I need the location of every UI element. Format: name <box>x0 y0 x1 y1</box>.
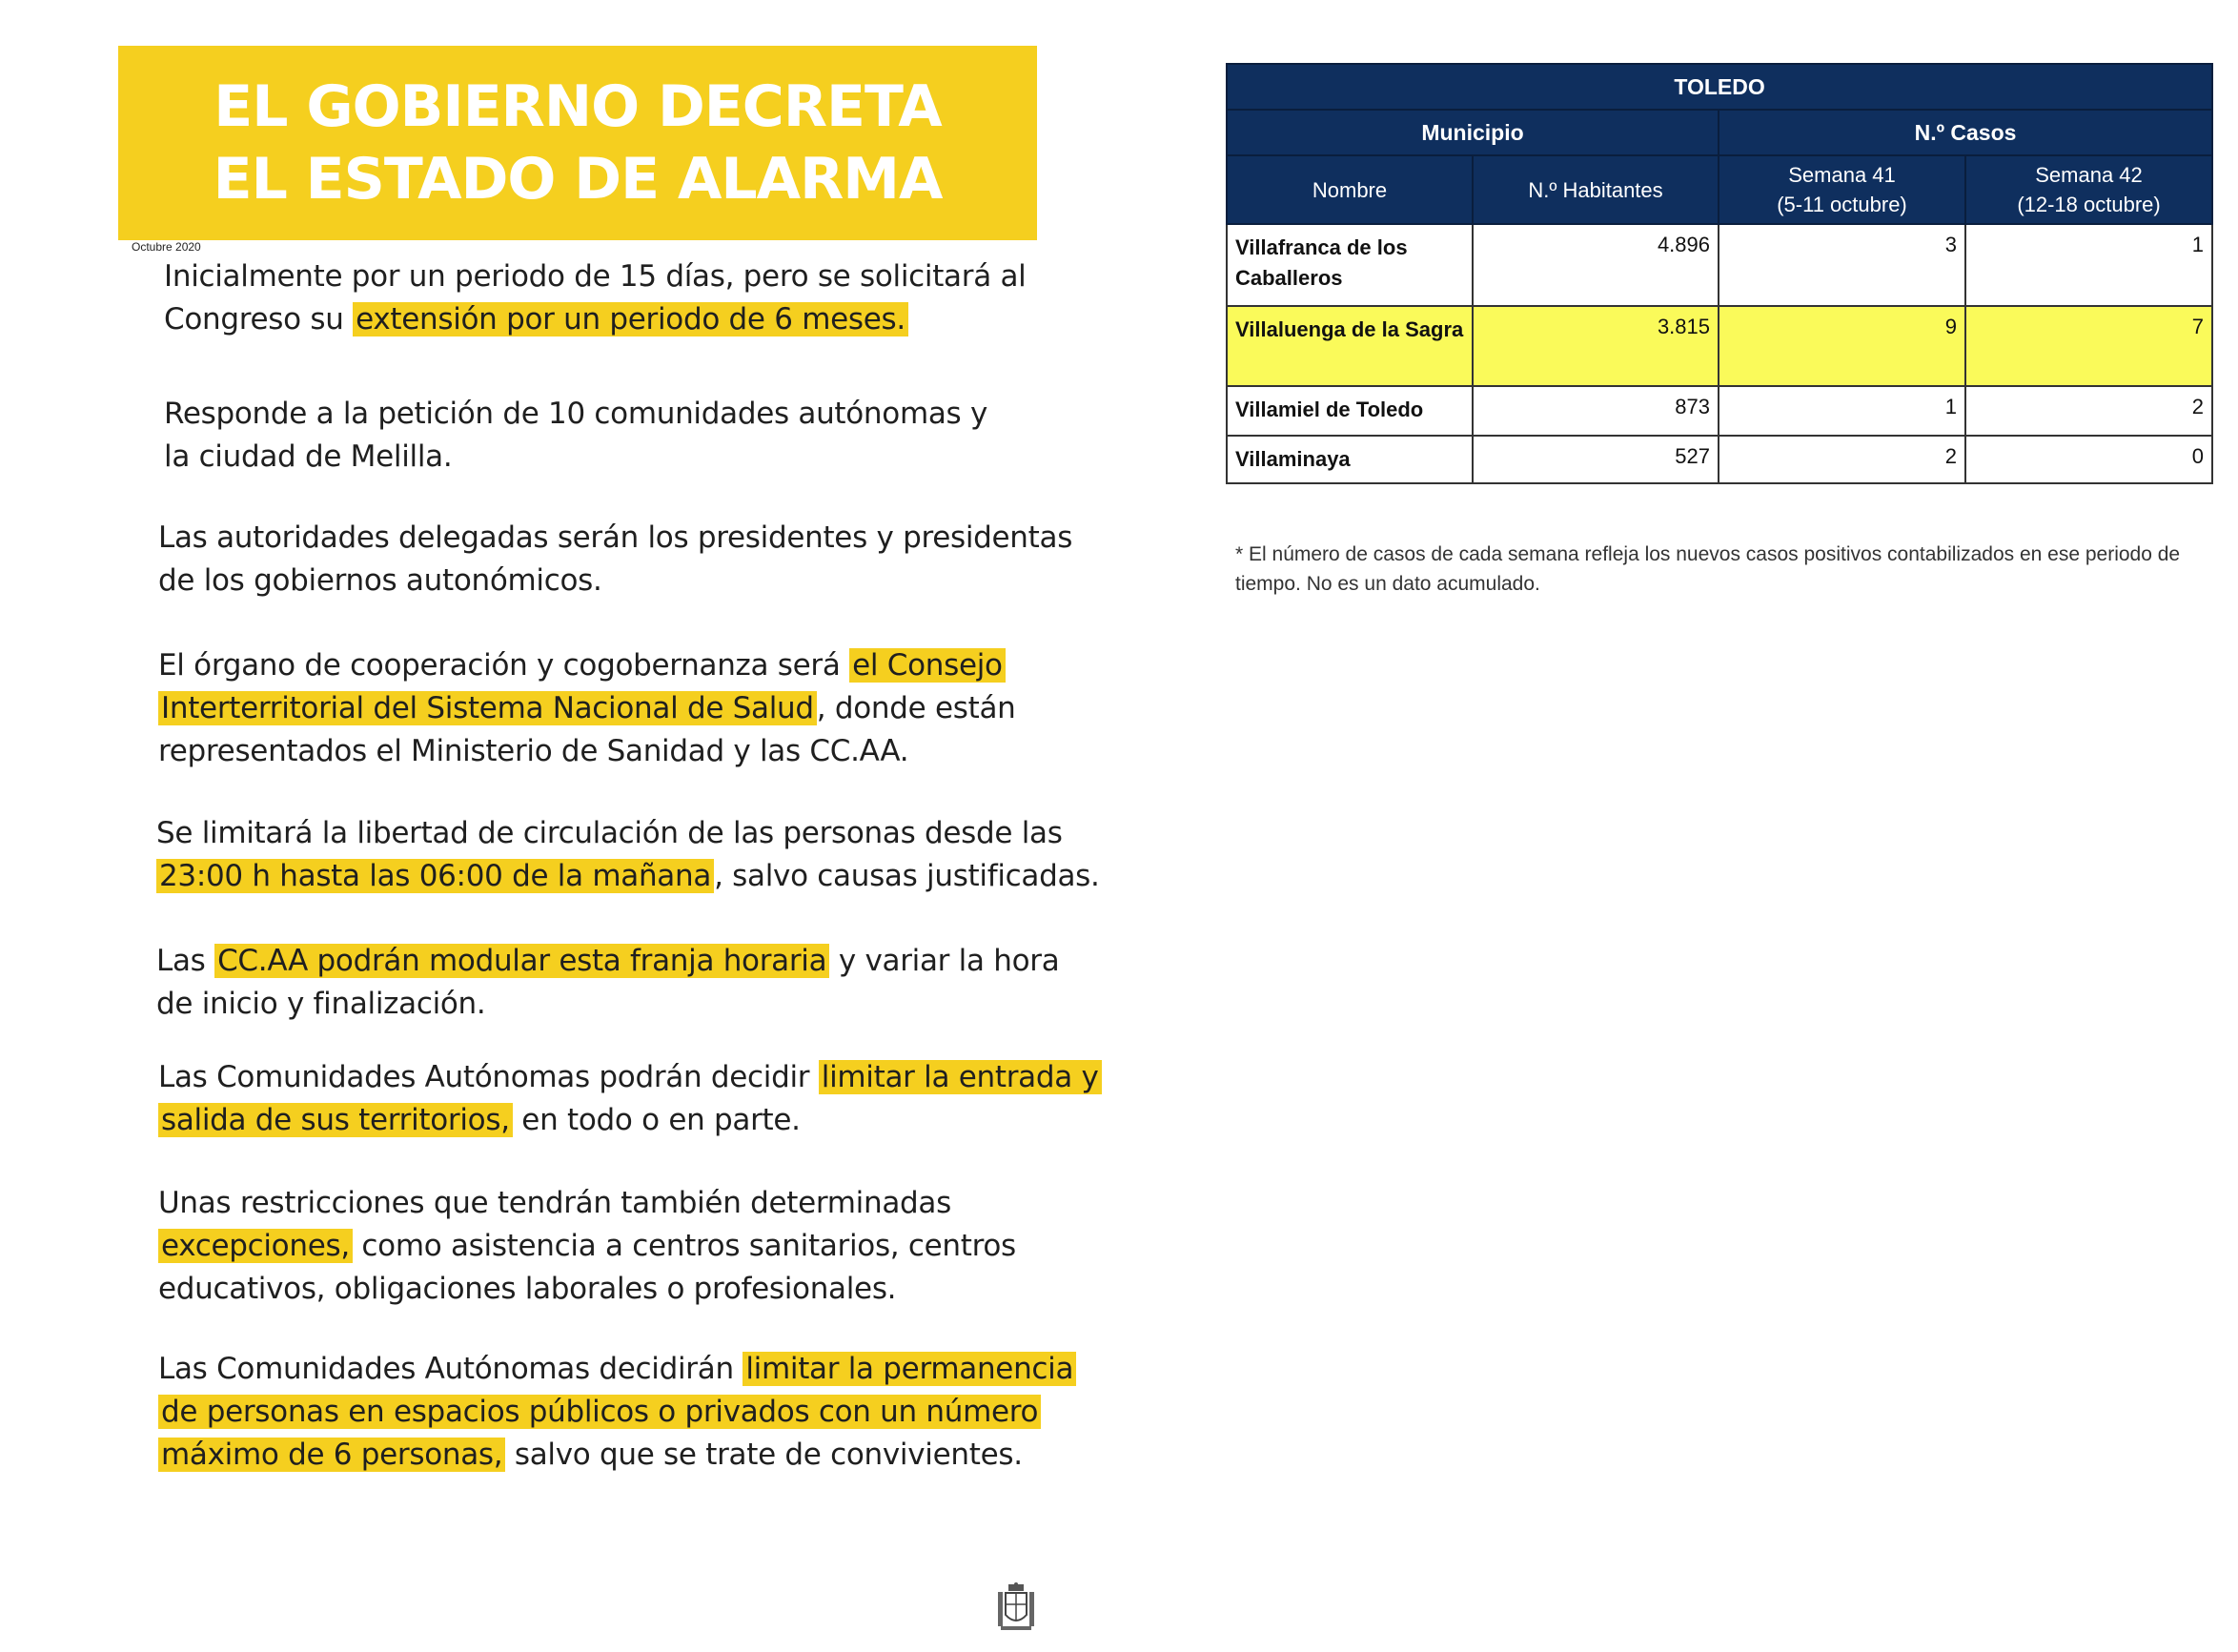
document-date: Octubre 2020 <box>132 240 201 254</box>
paragraph-line <box>158 560 1072 602</box>
paragraph-line <box>156 855 1100 898</box>
highlighted-text: limitar la entrada y <box>819 1060 1102 1094</box>
cell-habitantes: 873 <box>1473 386 1719 436</box>
cell-semana-41: 9 <box>1719 306 1965 386</box>
text-segment: Responde a la petición de 10 comunidades autónomas y <box>164 397 987 431</box>
cell-habitantes: 527 <box>1473 436 1719 483</box>
cell-semana-41: 2 <box>1719 436 1965 483</box>
table-row <box>1227 436 2212 483</box>
paragraph-line <box>164 255 1026 298</box>
paragraph-line <box>158 1434 1076 1477</box>
cell-habitantes: 3.815 <box>1473 306 1719 386</box>
group-header-municipio: Municipio <box>1227 110 1719 155</box>
paragraph-line <box>158 687 1016 730</box>
banner-title-line1: EL GOBIERNO DECRETA <box>214 73 942 140</box>
paragraph-4 <box>158 644 1016 773</box>
text-segment: El órgano de cooperación y cogobernanza será <box>158 648 850 683</box>
highlighted-text: máximo de 6 personas, <box>158 1438 505 1472</box>
cell-nombre: Villaminaya <box>1227 436 1473 483</box>
paragraph-2 <box>164 393 987 479</box>
paragraph-line <box>158 730 1016 773</box>
highlighted-text: CC.AA podrán modular esta franja horaria <box>214 944 829 978</box>
table-title: TOLEDO <box>1227 64 2212 110</box>
paragraph-line <box>158 517 1072 560</box>
text-segment: Las <box>156 944 215 978</box>
table-row <box>1227 224 2212 306</box>
text-segment: Se limitará la libertad de circulación de las personas desde las <box>156 816 1063 850</box>
text-segment: de inicio y finalización. <box>156 987 486 1021</box>
text-segment: como asistencia a centros sanitarios, centros <box>352 1229 1016 1263</box>
text-segment: Congreso su <box>164 302 354 337</box>
table-row <box>1227 306 2212 386</box>
spain-coat-of-arms-icon <box>995 1582 1037 1632</box>
paragraph-3 <box>158 517 1072 602</box>
toledo-table-panel <box>1226 63 2213 471</box>
paragraph-7 <box>158 1056 1102 1142</box>
column-header-nombre: Nombre <box>1227 155 1473 224</box>
group-header-casos: N.º Casos <box>1719 110 2212 155</box>
cell-semana-41: 3 <box>1719 224 1965 306</box>
column-header-semana-42: Semana 42 (12-18 octubre) <box>1965 155 2212 224</box>
text-segment: la ciudad de Melilla. <box>164 439 453 474</box>
text-segment: Las Comunidades Autónomas podrán decidir <box>158 1060 819 1094</box>
paragraph-9 <box>158 1348 1076 1477</box>
highlighted-text: el Consejo <box>849 648 1006 683</box>
text-segment: salvo que se trate de convivientes. <box>505 1438 1023 1472</box>
text-segment: en todo o en parte. <box>512 1103 801 1137</box>
text-segment: Las autoridades delegadas serán los presidentes y presidentas <box>158 520 1073 555</box>
highlighted-text: Interterritorial del Sistema Nacional de Salud <box>158 691 817 725</box>
paragraph-line <box>158 1348 1076 1391</box>
text-segment: de los gobiernos autonómicos. <box>158 563 602 598</box>
cell-nombre: Villaluenga de la Sagra <box>1227 306 1473 386</box>
paragraph-line <box>156 940 1059 983</box>
table-row <box>1227 386 2212 436</box>
banner-title-line2: EL ESTADO DE ALARMA <box>213 146 943 213</box>
cell-habitantes: 4.896 <box>1473 224 1719 306</box>
paragraph-line <box>164 393 987 436</box>
paragraph-line <box>158 1182 1016 1225</box>
paragraph-line <box>164 298 1026 341</box>
cell-semana-42: 0 <box>1965 436 2212 483</box>
highlighted-text: salida de sus territorios, <box>158 1103 513 1137</box>
toledo-cases-table <box>1226 63 2213 484</box>
column-header-habitantes: N.º Habitantes <box>1473 155 1719 224</box>
paragraph-1 <box>164 255 1026 341</box>
text-segment: Unas restricciones que tendrán también determinadas <box>158 1186 951 1220</box>
paragraph-line <box>164 436 987 479</box>
cell-nombre: Villafranca de los Caballeros <box>1227 224 1473 306</box>
paragraph-line <box>156 983 1059 1026</box>
paragraph-line <box>158 1099 1102 1142</box>
paragraph-line <box>156 812 1100 855</box>
table-footnote: * El número de casos de cada semana refleja los nuevos casos positivos contabilizados en ese periodo de tiempo. No es un dato acumulado. <box>1235 543 2181 595</box>
paragraph-line <box>158 1391 1076 1434</box>
text-segment: , salvo causas justificadas. <box>714 859 1100 893</box>
highlighted-text: excepciones, <box>158 1229 353 1263</box>
text-segment: , donde están <box>816 691 1016 725</box>
paragraph-line <box>158 1225 1016 1268</box>
cell-semana-42: 7 <box>1965 306 2212 386</box>
cell-semana-42: 1 <box>1965 224 2212 306</box>
paragraph-line <box>158 1056 1102 1099</box>
paragraph-6 <box>156 940 1059 1026</box>
cell-semana-41: 1 <box>1719 386 1965 436</box>
cell-semana-42: 2 <box>1965 386 2212 436</box>
paragraph-8 <box>158 1182 1016 1311</box>
text-segment: Las Comunidades Autónomas decidirán <box>158 1352 743 1386</box>
text-segment: y variar la hora <box>829 944 1060 978</box>
text-segment: Inicialmente por un periodo de 15 días, pero se solicitará al <box>164 259 1027 294</box>
text-segment: educativos, obligaciones laborales o profesionales. <box>158 1272 897 1306</box>
cell-nombre: Villamiel de Toledo <box>1227 386 1473 436</box>
paragraph-line <box>158 1268 1016 1311</box>
title-banner <box>118 46 1037 240</box>
paragraph-5 <box>156 812 1100 898</box>
paragraph-line <box>158 644 1016 687</box>
column-header-semana-41: Semana 41 (5-11 octubre) <box>1719 155 1965 224</box>
text-segment: representados el Ministerio de Sanidad y las CC.AA. <box>158 734 909 768</box>
highlighted-text: de personas en espacios públicos o privados con un número <box>158 1395 1041 1429</box>
highlighted-text: extensión por un periodo de 6 meses. <box>353 302 908 337</box>
highlighted-text: 23:00 h hasta las 06:00 de la mañana <box>156 859 714 893</box>
highlighted-text: limitar la permanencia <box>743 1352 1076 1386</box>
